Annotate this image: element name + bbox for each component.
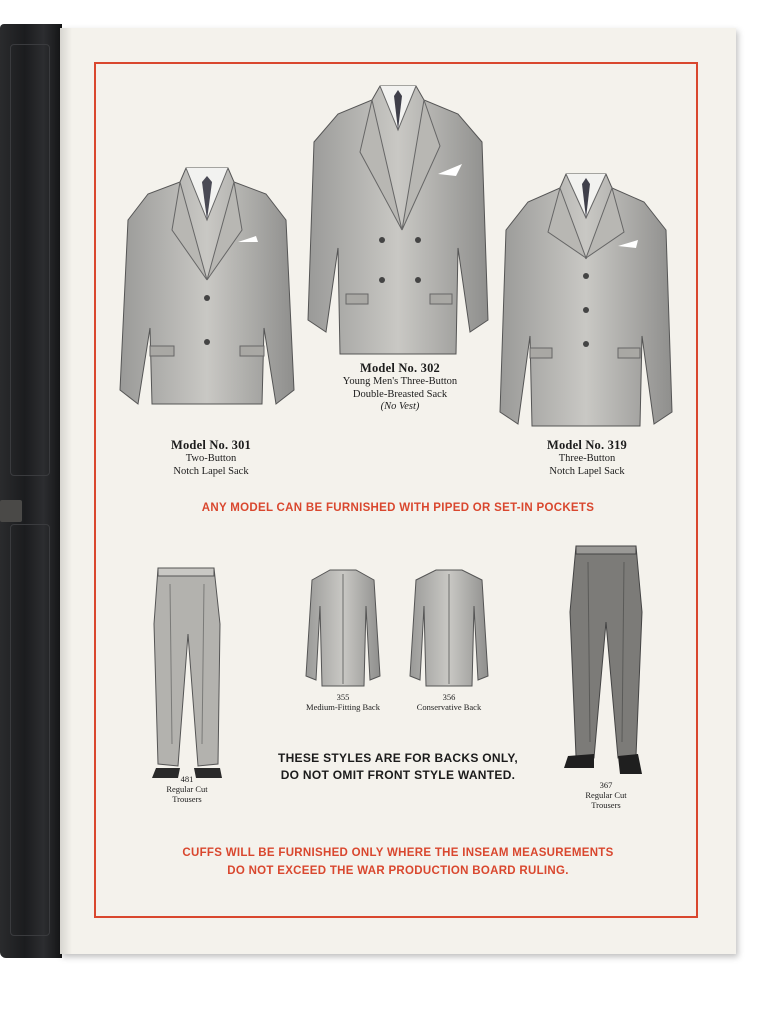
back-number: 356 <box>442 692 456 702</box>
trousers-number: 481 <box>180 774 194 784</box>
jacket-302-illustration <box>306 80 490 358</box>
binder-cover <box>0 24 62 958</box>
trousers-description: Regular Cut <box>166 784 208 795</box>
trousers-description: Trousers <box>591 800 621 811</box>
jacket-301-illustration <box>116 160 298 408</box>
model-note: (No Vest) <box>380 401 420 413</box>
model-description: Two-Button <box>185 453 237 464</box>
model-description: Notch Lapel Sack <box>173 465 249 477</box>
backs-notice-line: DO NOT OMIT FRONT STYLE WANTED. <box>280 768 516 783</box>
trousers-description: Trousers <box>172 794 202 805</box>
model-number: Model No. 302 <box>359 361 441 375</box>
pockets-notice: ANY MODEL CAN BE FURNISHED WITH PIPED OR SET-IN POCKETS <box>201 502 595 514</box>
model-description: Young Men's Three-Button <box>342 376 458 387</box>
catalog-page <box>60 28 736 954</box>
back-355-caption <box>292 692 394 712</box>
back-number: 355 <box>336 692 350 702</box>
model-number: Model No. 319 <box>546 438 628 452</box>
back-description: Medium-Fitting Back <box>306 702 380 713</box>
model-number: Model No. 301 <box>170 438 252 452</box>
cuffs-notice-line: DO NOT EXCEED THE WAR PRODUCTION BOARD RULING. <box>227 865 569 878</box>
cuffs-notice-line: CUFFS WILL BE FURNISHED ONLY WHERE THE INSEAM MEASUREMENTS <box>182 847 614 859</box>
model-description: Three-Button <box>558 453 616 464</box>
trousers-367-illustration <box>564 542 648 778</box>
jacket-319-caption <box>512 438 662 478</box>
back-356-caption <box>398 692 500 712</box>
binder-seam <box>10 524 50 936</box>
jacket-301-caption <box>136 438 286 478</box>
trousers-number: 367 <box>599 780 613 790</box>
trousers-description: Regular Cut <box>585 790 627 801</box>
back-355-illustration <box>304 566 382 688</box>
model-description: Notch Lapel Sack <box>549 465 625 477</box>
cuffs-notice <box>60 844 736 881</box>
binder-hinge <box>0 500 22 522</box>
jacket-319-illustration <box>498 168 674 430</box>
back-description: Conservative Back <box>416 702 482 713</box>
jacket-302-caption <box>322 361 478 414</box>
backs-notice-line: THESE STYLES ARE FOR BACKS ONLY, <box>277 751 519 765</box>
back-356-illustration <box>408 566 490 688</box>
trousers-481-illustration <box>148 564 226 780</box>
binder-seam <box>10 44 50 476</box>
backs-notice <box>60 750 736 785</box>
model-description: Double-Breasted Sack <box>352 388 448 400</box>
